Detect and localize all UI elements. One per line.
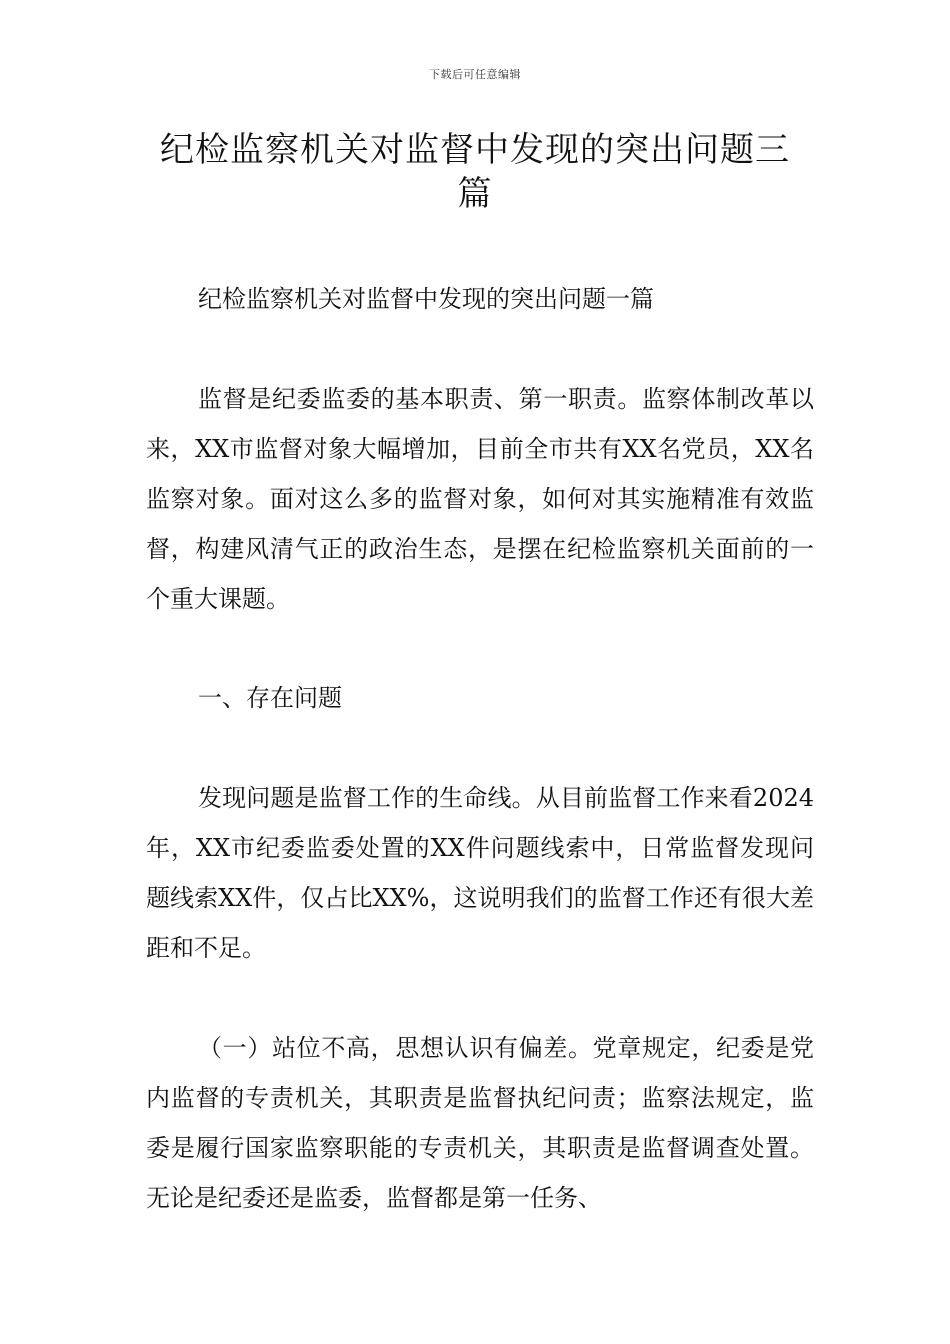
- document-title: 纪检监察机关对监督中发现的突出问题三篇: [160, 130, 790, 214]
- paragraph-point-one: （一）站位不高，思想认识有偏差。党章规定，纪委是党内监督的专责机关，其职责是监督执纪问责；监察法规定，监委是履行国家监察职能的专责机关，其职责是监督调查处置。无论是纪委还是监委，监督都是第一任务、: [146, 1034, 814, 1212]
- paragraph-intro: 监督是纪委监委的基本职责、第一职责。监察体制改革以来，XX市监督对象大幅增加，目前全市共有XX名党员，XX名监察对象。面对这么多的监督对象，如何对其实施精准有效监督，构建风清气正的政治生态，是摆在纪检监察机关面前的一个重大课题。: [146, 385, 814, 613]
- header-note: 下载后可任意编辑: [429, 68, 521, 81]
- paragraph-problems: 发现问题是监督工作的生命线。从目前监督工作来看2024年，XX市纪委监委处置的XX件问题线索中，日常监督发现问题线索XX件，仅占比XX%，这说明我们的监督工作还有很大差距和不足。: [146, 784, 814, 962]
- section-heading-problems: 一、存在问题: [198, 684, 342, 712]
- section-subtitle: 纪检监察机关对监督中发现的突出问题一篇: [198, 285, 654, 313]
